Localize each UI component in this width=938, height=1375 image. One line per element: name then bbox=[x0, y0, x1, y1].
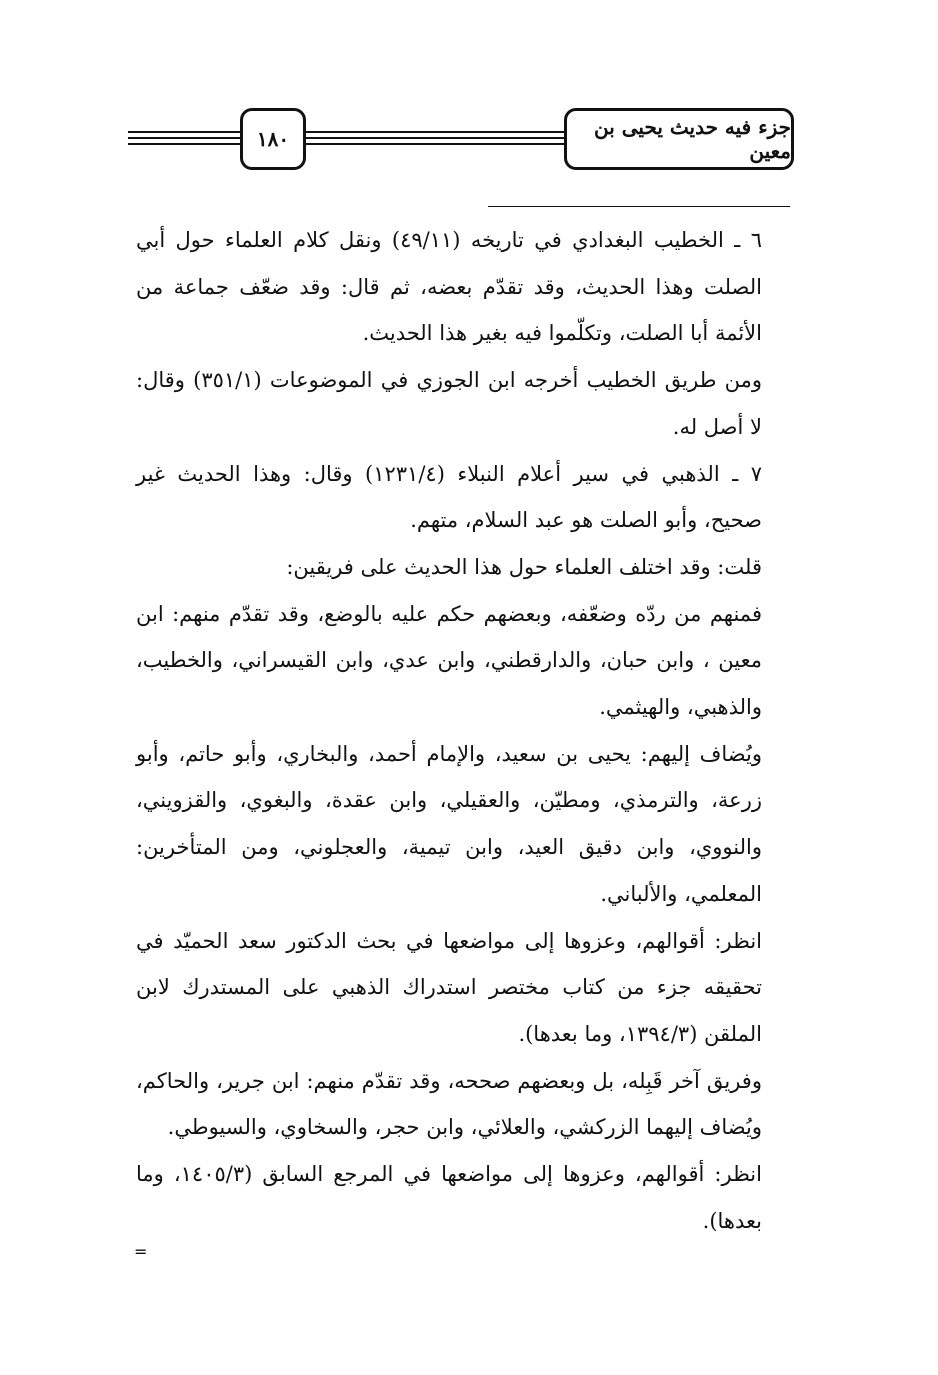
book-title: جزء فيه حديث يحيى بن معين bbox=[564, 108, 794, 170]
header-rule bbox=[306, 143, 564, 145]
header-rule bbox=[128, 143, 240, 145]
paragraph: قلت: وقد اختلف العلماء حول هذا الحديث على فريقين: bbox=[286, 554, 762, 579]
header-rule bbox=[306, 137, 564, 139]
paragraph: ٧ ـ الذهبي في سير أعلام النبلاء (١٢٣١/٤) وقال: وهذا الحديث غير صحيح، وأبو الصلت هو عبد السلام، متهم. bbox=[136, 461, 763, 533]
footnote-rule bbox=[488, 206, 790, 207]
paragraph: ٦ ـ الخطيب البغدادي في تاريخه (٤٩/١١) ونقل كلام العلماء حول أبي الصلت وهذا الحديث، وقد تقدّم بعضه، ثم قال: وقد ضعّف جماعة من الأئمة أبا الصلت، وتكلّموا فيه بغير هذا الحديث. bbox=[136, 228, 762, 346]
paragraph: انظر: أقوالهم، وعزوها إلى مواضعها في المرجع السابق (١٤٠٥/٣، وما بعدها). bbox=[136, 1162, 762, 1233]
header-rule bbox=[128, 131, 240, 133]
header-rule bbox=[128, 137, 240, 139]
paragraph: ويُضاف إليهم: يحيى بن سعيد، والإمام أحمد، والبخاري، وأبو حاتم، وأبو زرعة، والترمذي، ومطيّن، والعقيلي، وابن عقدة، والبغوي، والقزويني، والنووي، وابن دقيق العيد، وابن تيمية، والعجلوني، ومن المتأخرين: المعلمي، والألباني. bbox=[136, 741, 762, 906]
paragraph: ومن طريق الخطيب أخرجه ابن الجوزي في الموضوعات (٣٥١/١) وقال: لا أصل له. bbox=[136, 368, 762, 439]
paragraph: وفريق آخر قَبِله، بل وبعضهم صححه، وقد تقدّم منهم: ابن جرير، والحاكم، ويُضاف إليهما الزركشي، والعلائي، وابن حجر، والسخاوي، والسيوطي. bbox=[136, 1068, 762, 1140]
page-header bbox=[0, 0, 938, 200]
footnote-text bbox=[136, 217, 762, 1244]
page-number: ١٨٠ bbox=[240, 108, 306, 170]
header-rule bbox=[306, 131, 564, 133]
continuation-mark: = bbox=[134, 1242, 148, 1261]
paragraph: فمنهم من ردّه وضعّفه، وبعضهم حكم عليه بالوضع، وقد تقدّم منهم: ابن معين ، وابن حبان، والدارقطني، وابن عدي، وابن القيسراني، والخطيب، والذهبي، والهيثمي. bbox=[136, 601, 762, 720]
paragraph: انظر: أقوالهم، وعزوها إلى مواضعها في بحث الدكتور سعد الحميّد في تحقيقه جزء من كتاب مختصر استدراك الذهبي على المستدرك لابن الملقن (١٣٩٤/٣، وما بعدها). bbox=[136, 928, 762, 1046]
